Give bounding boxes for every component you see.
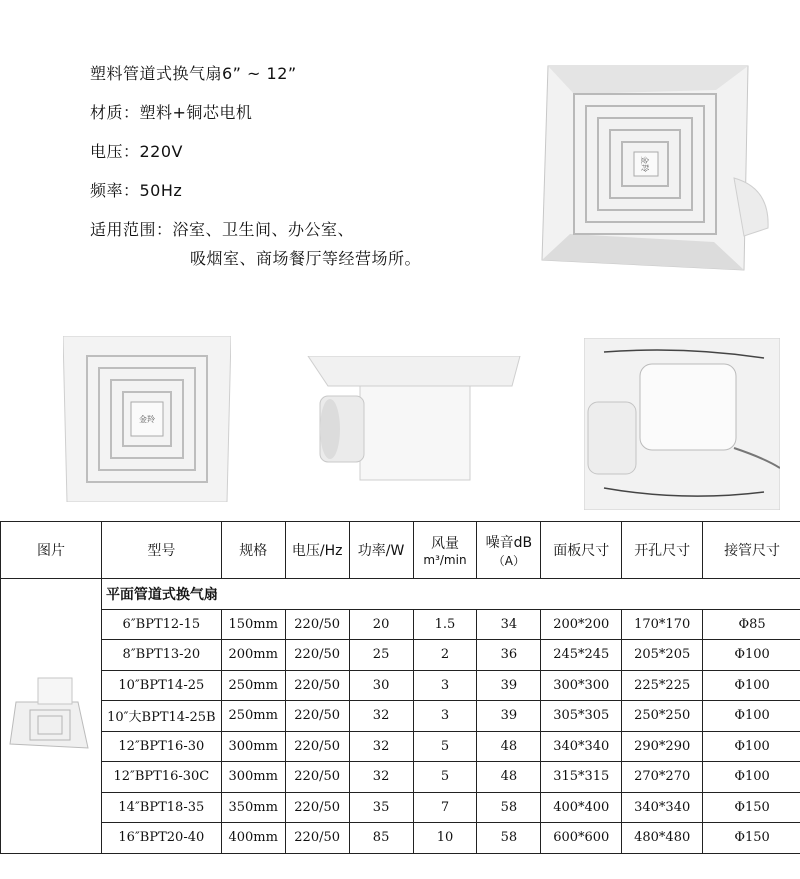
cell-panel: 340*340 — [541, 731, 622, 762]
header-opening: 开孔尺寸 — [622, 522, 703, 579]
table-row — [1, 670, 800, 701]
header-power: 功率/W — [349, 522, 413, 579]
cell-opening: 290*290 — [622, 731, 703, 762]
section-title: 平面管道式换气扇 — [101, 579, 800, 610]
cell-voltage: 220/50 — [285, 609, 349, 640]
cell-voltage: 220/50 — [285, 823, 349, 854]
header-image: 图片 — [1, 522, 102, 579]
header-airflow-label: 风量 — [430, 536, 459, 552]
cell-voltage: 220/50 — [285, 762, 349, 793]
header-airflow — [413, 522, 477, 579]
table-row — [1, 609, 800, 640]
voltage-line: 电压：220V — [90, 142, 183, 161]
cell-airflow: 5 — [413, 762, 477, 793]
header-panel: 面板尺寸 — [541, 522, 622, 579]
table-row — [1, 792, 800, 823]
cell-pipe: Φ150 — [703, 823, 800, 854]
main-fan-photo — [538, 60, 770, 272]
cell-panel: 600*600 — [541, 823, 622, 854]
table-row — [1, 701, 800, 732]
cell-power: 25 — [349, 640, 413, 671]
cell-spec: 250mm — [221, 670, 285, 701]
cell-spec: 250mm — [221, 701, 285, 732]
cell-power: 85 — [349, 823, 413, 854]
cell-model: 6″BPT12-15 — [101, 609, 221, 640]
header-spec: 规格 — [221, 522, 285, 579]
side-view-photo — [300, 356, 530, 486]
table-row — [1, 731, 800, 762]
cell-airflow: 7 — [413, 792, 477, 823]
front-view-photo — [63, 336, 231, 502]
cell-pipe: Φ100 — [703, 640, 800, 671]
cell-opening: 270*270 — [622, 762, 703, 793]
table-header-row — [1, 522, 800, 579]
cell-noise: 58 — [477, 792, 541, 823]
cell-power: 30 — [349, 670, 413, 701]
cell-panel: 315*315 — [541, 762, 622, 793]
cell-model: 12″BPT16-30C — [101, 762, 221, 793]
header-airflow-unit: m³/min — [423, 553, 467, 567]
cell-noise: 39 — [477, 670, 541, 701]
header-noise — [477, 522, 541, 579]
cell-airflow: 2 — [413, 640, 477, 671]
product-thumbnail-cell — [1, 579, 102, 854]
cell-pipe: Φ150 — [703, 792, 800, 823]
material-line: 材质：塑料+铜芯电机 — [90, 103, 253, 122]
cell-opening: 250*250 — [622, 701, 703, 732]
cell-spec: 200mm — [221, 640, 285, 671]
header-noise-label: 噪音dB — [485, 534, 533, 551]
cell-opening: 225*225 — [622, 670, 703, 701]
cell-voltage: 220/50 — [285, 792, 349, 823]
front-photo-logo: 金羚 — [139, 415, 155, 424]
cell-opening: 340*340 — [622, 792, 703, 823]
cell-voltage: 220/50 — [285, 640, 349, 671]
cell-noise: 48 — [477, 762, 541, 793]
scope-line-2: 吸烟室、商场餐厅等经营场所。 — [190, 249, 422, 268]
cell-spec: 350mm — [221, 792, 285, 823]
cell-airflow: 1.5 — [413, 609, 477, 640]
cell-panel: 245*245 — [541, 640, 622, 671]
cell-pipe: Φ100 — [703, 701, 800, 732]
cell-airflow: 5 — [413, 731, 477, 762]
cell-airflow: 3 — [413, 701, 477, 732]
cell-pipe: Φ100 — [703, 762, 800, 793]
cell-voltage: 220/50 — [285, 701, 349, 732]
cell-spec: 150mm — [221, 609, 285, 640]
cell-model: 8″BPT13-20 — [101, 640, 221, 671]
cell-opening: 205*205 — [622, 640, 703, 671]
product-thumbnail — [8, 674, 94, 754]
cell-power: 32 — [349, 762, 413, 793]
cell-pipe: Φ100 — [703, 670, 800, 701]
cell-voltage: 220/50 — [285, 731, 349, 762]
cell-noise: 36 — [477, 640, 541, 671]
cell-panel: 305*305 — [541, 701, 622, 732]
back-view-photo — [584, 338, 780, 510]
spec-table — [0, 521, 800, 854]
cell-airflow: 3 — [413, 670, 477, 701]
product-title: 塑料管道式换气扇6” ~ 12” — [90, 64, 297, 83]
cell-power: 35 — [349, 792, 413, 823]
frequency-line: 频率：50Hz — [90, 181, 183, 200]
cell-model: 14″BPT18-35 — [101, 792, 221, 823]
spec-block — [90, 62, 421, 286]
cell-power: 20 — [349, 609, 413, 640]
cell-noise: 34 — [477, 609, 541, 640]
cell-panel: 300*300 — [541, 670, 622, 701]
cell-spec: 300mm — [221, 762, 285, 793]
cell-pipe: Φ85 — [703, 609, 800, 640]
header-noise-unit: （A） — [492, 553, 525, 568]
cell-spec: 400mm — [221, 823, 285, 854]
cell-pipe: Φ100 — [703, 731, 800, 762]
cell-noise: 39 — [477, 701, 541, 732]
cell-opening: 170*170 — [622, 609, 703, 640]
cell-noise: 48 — [477, 731, 541, 762]
section-row — [1, 579, 800, 610]
cell-airflow: 10 — [413, 823, 477, 854]
cell-power: 32 — [349, 731, 413, 762]
table-row — [1, 640, 800, 671]
cell-model: 12″BPT16-30 — [101, 731, 221, 762]
table-row — [1, 762, 800, 793]
cell-opening: 480*480 — [622, 823, 703, 854]
cell-voltage: 220/50 — [285, 670, 349, 701]
header-model: 型号 — [101, 522, 221, 579]
header-pipe: 接管尺寸 — [703, 522, 800, 579]
cell-panel: 200*200 — [541, 609, 622, 640]
cell-panel: 400*400 — [541, 792, 622, 823]
scope-line-1: 适用范围：浴室、卫生间、办公室、 — [90, 220, 355, 239]
cell-power: 32 — [349, 701, 413, 732]
cell-spec: 300mm — [221, 731, 285, 762]
header-voltage: 电压/Hz — [285, 522, 349, 579]
cell-model: 10″大BPT14-25B — [101, 701, 221, 732]
main-photo-logo: 金羚 — [640, 156, 649, 172]
cell-model: 16″BPT20-40 — [101, 823, 221, 854]
table-row — [1, 823, 800, 854]
cell-model: 10″BPT14-25 — [101, 670, 221, 701]
cell-noise: 58 — [477, 823, 541, 854]
